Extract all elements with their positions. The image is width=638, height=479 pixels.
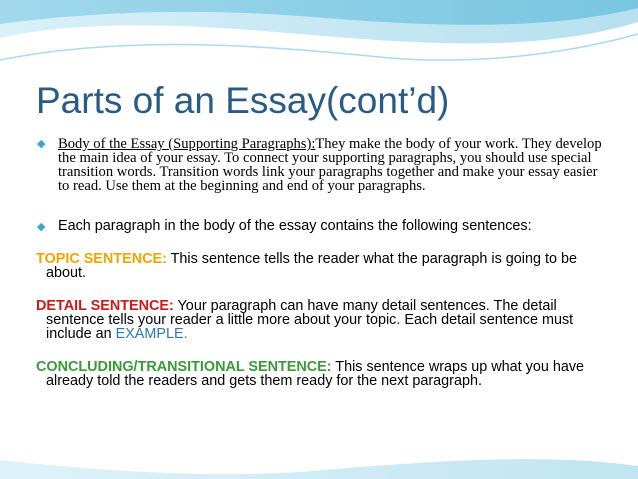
topic-sentence-label: TOPIC SENTENCE:: [36, 251, 167, 267]
topic-sentence-paragraph: [36, 252, 608, 280]
diamond-bullet-icon: ◆: [37, 221, 46, 233]
slide-title: Parts of an Essay(cont’d): [36, 80, 450, 121]
topic-sentence-text: This sentence tells the reader what the paragraph is going to be about.: [46, 251, 578, 281]
bullet-text: They make the body of your work. They develop the main idea of your essay. To connect your supporting paragraphs, you should use special transition words. Transition words link your paragraphs together and make your essay easier to read. Use them at the beginning and end of your paragraphs.: [58, 136, 602, 194]
detail-sentence-paragraph: [36, 299, 608, 341]
concluding-sentence-label: CONCLUDING/TRANSITIONAL SENTENCE:: [36, 359, 332, 375]
example-word: EXAMPLE.: [115, 326, 188, 342]
slide-body: [36, 137, 608, 388]
bullet-item-body: [36, 137, 608, 193]
concluding-sentence-paragraph: [36, 360, 608, 388]
detail-sentence-text: Your paragraph can have many detail sentences. The detail sentence tells your reader a little more about your topic. Each detail sentence must include an: [46, 298, 574, 342]
bullet-label: Body of the Essay (Supporting Paragraphs):: [58, 136, 316, 152]
detail-sentence-label: DETAIL SENTENCE:: [36, 298, 174, 314]
diamond-bullet-icon: ◆: [37, 138, 46, 150]
bullet-item-sentences: [36, 219, 608, 233]
bullet-text: Each paragraph in the body of the essay contains the following sentences:: [58, 218, 532, 234]
concluding-sentence-text: This sentence wraps up what you have already told the readers and gets them ready for the next paragraph.: [46, 359, 585, 389]
